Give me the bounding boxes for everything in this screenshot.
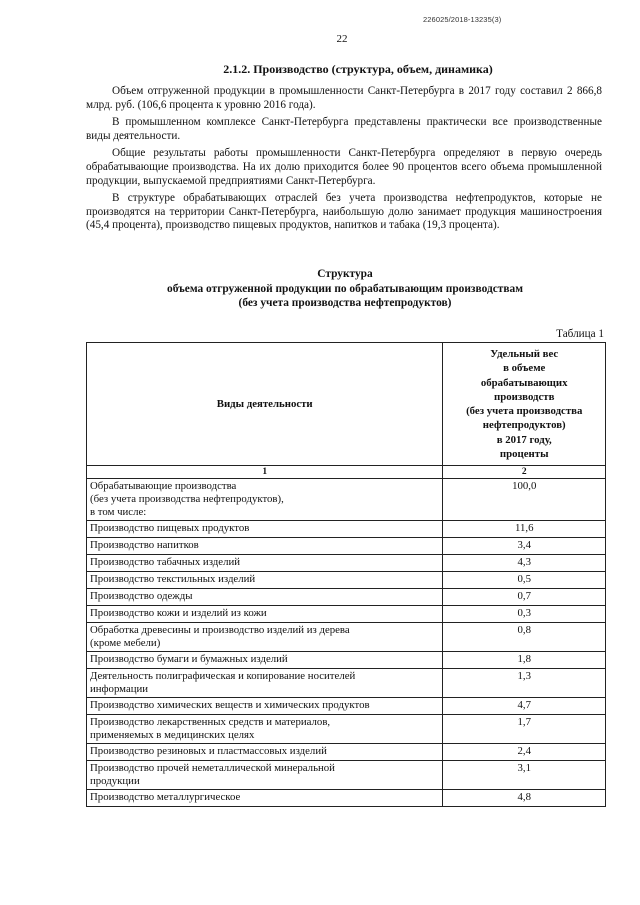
table-row <box>87 669 606 698</box>
table-row <box>87 538 606 555</box>
table-label: Таблица 1 <box>556 328 604 340</box>
column-number: 1 <box>87 466 443 479</box>
table-caption-line: Структура <box>317 268 373 280</box>
share-value: 11,6 <box>443 521 606 538</box>
activity-name: Производство прочей неметаллической минеральной продукции <box>87 761 443 790</box>
header-share-line: (без учета производства <box>466 405 583 418</box>
activity-name: Производство бумаги и бумажных изделий <box>87 652 443 669</box>
header-share-line: нефтепродуктов) <box>482 419 566 432</box>
activity-name: Производство напитков <box>87 538 443 555</box>
share-value: 0,7 <box>443 589 606 606</box>
header-share-line: производств <box>494 390 555 403</box>
document-id: 226025/2018-13235(3) <box>423 15 502 24</box>
header-share <box>443 343 606 466</box>
share-value: 100,0 <box>443 479 606 521</box>
table-caption <box>80 267 610 311</box>
paragraph: В структуре обрабатывающих отраслей без учета производства нефтепродуктов, которые не производятся на территории Санкт-Петербурга, наибольшую долю занимает продукция машиностроения (45,4 процента), производство пищевых продуктов, напитков и табака (19,3 процента). <box>86 192 602 232</box>
header-share-line: обрабатывающих <box>480 376 568 389</box>
share-value: 0,8 <box>443 623 606 652</box>
structure-table <box>86 342 606 807</box>
activity-name: Производство одежды <box>87 589 443 606</box>
table-row <box>87 790 606 807</box>
column-number: 2 <box>443 466 606 479</box>
paragraph: Общие результаты работы промышленности Санкт-Петербурга определяют в первую очередь обрабатывающие производства. На их долю приходится более 90 процентов всего объема промышленной продукции, выпускаемой предприятиями Санкт-Петербурга. <box>86 147 602 187</box>
table-row <box>87 521 606 538</box>
activity-name: Производство лекарственных средств и материалов, применяемых в медицинских целях <box>87 715 443 744</box>
table-caption-line: (без учета производства нефтепродуктов) <box>238 297 452 309</box>
share-value: 4,8 <box>443 790 606 807</box>
table-row <box>87 715 606 744</box>
table-row <box>87 698 606 715</box>
activity-name: Деятельность полиграфическая и копирование носителей информации <box>87 669 443 698</box>
header-share-line: в 2017 году, <box>496 433 552 446</box>
table-row <box>87 623 606 652</box>
section-title: 2.1.2. Производство (структура, объем, динамика) <box>223 62 493 76</box>
activity-name: Производство резиновых и пластмассовых изделий <box>87 744 443 761</box>
activity-name: Производство металлургическое <box>87 790 443 807</box>
table-row <box>87 744 606 761</box>
table-row <box>87 479 606 521</box>
share-value: 3,4 <box>443 538 606 555</box>
table-row <box>87 761 606 790</box>
header-share-line: в объеме <box>503 362 546 375</box>
page-number: 22 <box>336 33 348 45</box>
table-row <box>87 652 606 669</box>
share-value: 1,7 <box>443 715 606 744</box>
paragraph: В промышленном комплексе Санкт-Петербурга представлены практически все производственные виды деятельности. <box>86 116 602 142</box>
table-row <box>87 572 606 589</box>
table-row <box>87 589 606 606</box>
paragraph: Объем отгруженной продукции в промышленности Санкт-Петербурга в 2017 году составил 2 866,8 млрд. руб. (106,6 процента к уровню 2016 года). <box>86 85 602 111</box>
activity-name: Производство кожи и изделий из кожи <box>87 606 443 623</box>
share-value: 4,3 <box>443 555 606 572</box>
share-value: 3,1 <box>443 761 606 790</box>
activity-name: Обработка древесины и производство изделий из дерева (кроме мебели) <box>87 623 443 652</box>
table-row <box>87 606 606 623</box>
share-value: 0,5 <box>443 572 606 589</box>
activity-name: Производство пищевых продуктов <box>87 521 443 538</box>
activity-name: Производство химических веществ и химических продуктов <box>87 698 443 715</box>
activity-name: Производство текстильных изделий <box>87 572 443 589</box>
share-value: 4,7 <box>443 698 606 715</box>
share-value: 1,8 <box>443 652 606 669</box>
activity-name: Обрабатывающие производства (без учета производства нефтепродуктов), в том числе: <box>87 479 443 521</box>
table-caption-line: объема отгруженной продукции по обрабатывающим производствам <box>167 282 523 295</box>
header-share-line: проценты <box>499 448 549 461</box>
header-share-line: Удельный вес <box>490 348 559 360</box>
body-text <box>86 85 602 237</box>
share-value: 0,3 <box>443 606 606 623</box>
activity-name: Производство табачных изделий <box>87 555 443 572</box>
share-value: 2,4 <box>443 744 606 761</box>
share-value: 1,3 <box>443 669 606 698</box>
header-activity: Виды деятельности <box>87 343 443 466</box>
table-row <box>87 555 606 572</box>
